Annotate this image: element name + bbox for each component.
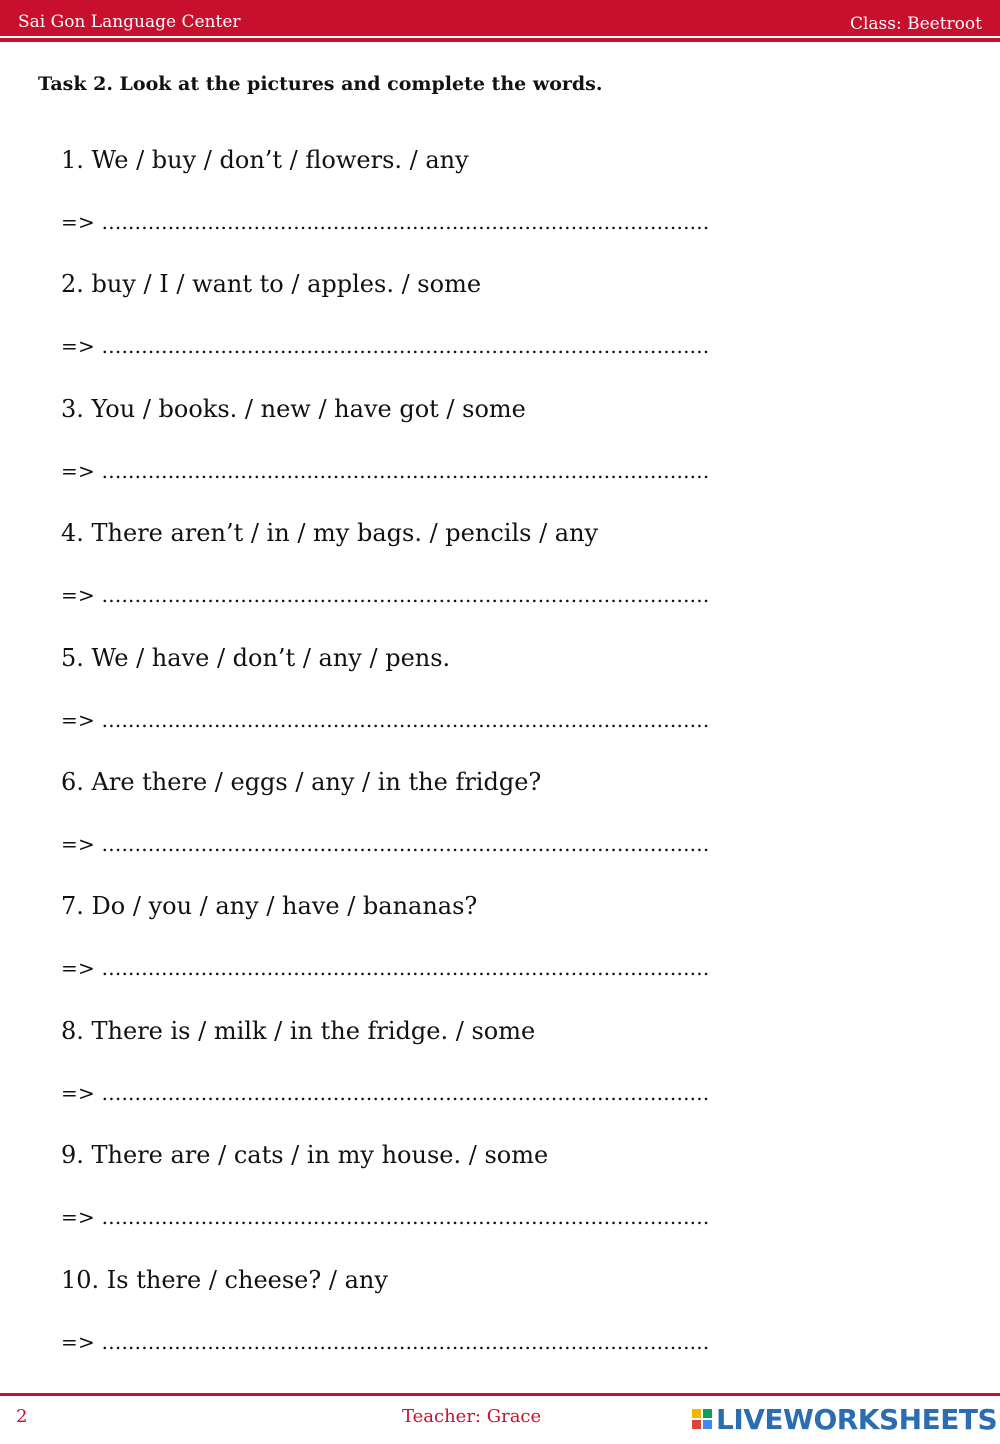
question-text: 1. We / buy / don’t / flowers. / any	[61, 146, 469, 174]
answer-line[interactable]: => ............................................................................................	[61, 1329, 710, 1354]
exercise-item	[61, 644, 921, 768]
question-text: 4. There aren’t / in / my bags. / pencils / any	[61, 519, 599, 548]
answer-line[interactable]: => ............................................................................................	[61, 583, 710, 608]
exercise-list	[61, 146, 921, 1390]
exercise-item	[61, 892, 921, 1016]
question-text: 5. We / have / don’t / any / pens.	[61, 643, 451, 672]
task-title: Task 2. Look at the pictures and complete the words.	[38, 73, 603, 95]
logo-text: LIVEWORKSHEETS	[716, 1402, 998, 1436]
answer-line[interactable]: => ............................................................................................	[61, 334, 710, 359]
question-text: 9. There are / cats / in my house. / some	[61, 1141, 549, 1170]
school-name: Sai Gon Language Center	[18, 12, 241, 32]
answer-line[interactable]: => ............................................................................................	[61, 707, 710, 732]
footer-divider	[0, 1393, 1000, 1396]
answer-line[interactable]: => ............................................................................................	[61, 458, 710, 483]
exercise-item	[61, 1017, 921, 1141]
exercise-item	[61, 395, 921, 519]
question-text: 6. Are there / eggs / any / in the fridge?	[61, 767, 542, 796]
question-text: 3. You / books. / new / have got / some	[61, 394, 526, 423]
page-number: 2	[16, 1406, 28, 1427]
exercise-item	[61, 270, 921, 394]
exercise-item	[61, 519, 921, 643]
exercise-item	[61, 1141, 921, 1265]
exercise-item	[61, 768, 921, 892]
answer-line[interactable]: => ............................................................................................	[61, 1205, 710, 1230]
answer-line[interactable]: => ............................................................................................	[61, 1080, 710, 1105]
answer-line[interactable]: => ............................................................................................	[61, 956, 710, 981]
exercise-item	[61, 146, 921, 270]
header-bar	[0, 0, 1000, 36]
liveworksheets-logo[interactable]	[692, 1402, 997, 1436]
question-text: 8. There is / milk / in the fridge. / some	[61, 1016, 536, 1045]
header-divider	[0, 38, 1000, 42]
answer-line[interactable]: => ............................................................................................	[61, 831, 710, 856]
question-text: 7. Do / you / any / have / bananas?	[61, 892, 478, 921]
question-text: 2. buy / I / want to / apples. / some	[61, 270, 482, 299]
logo-grid-icon	[692, 1409, 712, 1429]
answer-line[interactable]: => ............................................................................................	[61, 210, 710, 234]
question-text: 10. Is there / cheese? / any	[61, 1265, 388, 1294]
teacher-name: Teacher: Grace	[402, 1406, 542, 1427]
exercise-item	[61, 1266, 921, 1390]
class-name: Class: Beetroot	[849, 14, 982, 34]
